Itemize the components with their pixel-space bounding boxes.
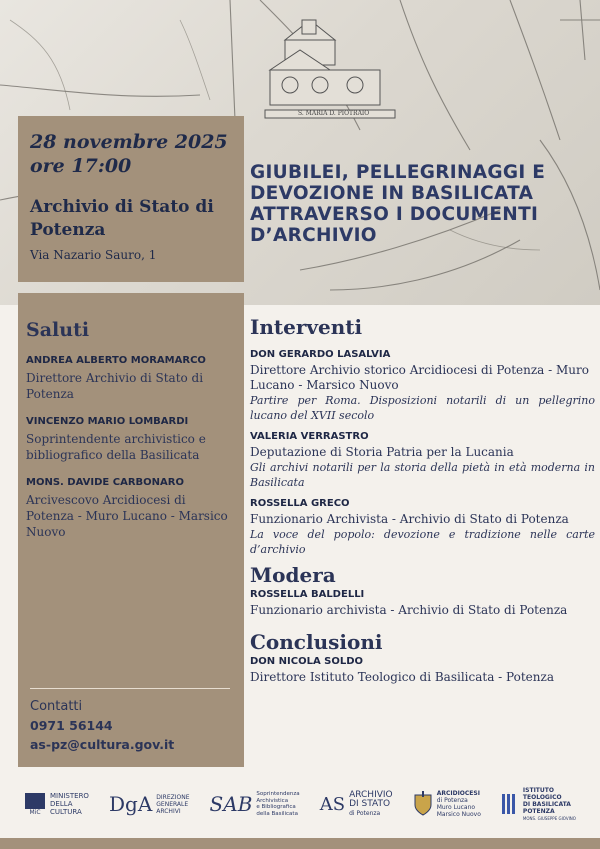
contacts-divider (30, 688, 230, 689)
mic-emblem-icon (24, 792, 46, 816)
person-name: MONS. DAVIDE CARBONARO (26, 477, 184, 488)
event-date: 28 novembre 2025 (30, 131, 228, 153)
saluti-heading: Saluti (26, 319, 90, 341)
speaker-name: ROSSELLA GRECO (250, 498, 350, 509)
logo-text: Muro Lucano (436, 804, 476, 811)
logo-text: e Bibliografica (256, 804, 296, 810)
contact-email[interactable]: as-pz@cultura.gov.it (30, 737, 175, 752)
logo-arcidiocesi (413, 790, 481, 818)
columns-icon (501, 792, 519, 816)
logo-text: Archivistica (256, 797, 289, 804)
contacts-heading: Contatti (30, 699, 83, 714)
logo-text: di Potenza (436, 797, 468, 804)
logo-text: CULTURA (50, 808, 82, 816)
program-column (250, 315, 595, 685)
speaker-role: Deputazione di Storia Patria per la Lucania (250, 445, 514, 459)
partner-logos (0, 775, 600, 833)
speaker-name: VALERIA VERRASTRO (250, 431, 369, 442)
moderator-name: ROSSELLA BALDELLI (250, 589, 365, 600)
contacts-section (30, 699, 174, 752)
conclusion-name: DON NICOLA SOLDO (250, 656, 364, 667)
dga-mark: DgA (108, 792, 153, 816)
person-name: VINCENZO MARIO LOMBARDI (26, 416, 189, 427)
speaker-item (250, 498, 595, 557)
speaker-item (250, 431, 595, 490)
saluti-person (26, 416, 234, 463)
logo-text: TEOLOGICO (522, 793, 562, 801)
map-label: S. MARIA D. PIOTRAIO (298, 110, 370, 117)
logo-text: DIREZIONE (156, 793, 190, 801)
modera-heading: Modera (250, 563, 336, 587)
event-venue: Archivio di Stato di Potenza (30, 197, 214, 240)
logo-text: GENERALE (156, 800, 189, 808)
event-title: GIUBILEI, PELLEGRINAGGI E DEVOZIONE IN BASILICATA ATTRAVERSO I DOCUMENTI D’ARCHIVIO (250, 162, 546, 246)
moderator-item (250, 589, 595, 618)
asp-mark: AS (319, 793, 346, 815)
speaker-talk: Gli archivi notarili per la storia della pietà in età moderna in Basilicata (250, 461, 595, 489)
logo-text: ARCHIVI (156, 807, 181, 815)
logo-text: ISTITUTO (522, 786, 554, 794)
saluti-person (26, 477, 234, 540)
logo-text: DELLA (50, 800, 73, 808)
saluti-column (18, 293, 244, 767)
logo-dga (109, 792, 190, 816)
sab-mark: SAB (209, 792, 253, 816)
logo-soprintendenza (210, 791, 300, 817)
person-role: Arcivescovo Arcidiocesi di Potenza - Muro Lucano - Marsico Nuovo (26, 493, 228, 539)
bottom-bar (0, 838, 600, 849)
saluti-person (26, 355, 234, 402)
person-role: Soprintendente archivistico e bibliografico della Basilicata (26, 432, 206, 462)
logo-text: POTENZA (522, 807, 555, 815)
conclusion-item (250, 656, 595, 685)
svg-text:MiC: MiC (29, 809, 41, 816)
crest-icon (413, 791, 433, 817)
event-address: Via Nazario Sauro, 1 (30, 248, 157, 262)
logo-text: Soprintendenza (256, 791, 300, 797)
logo-archivio-stato (320, 791, 393, 818)
speaker-item (250, 349, 595, 423)
moderator-role: Funzionario archivista - Archivio di Stato di Potenza (250, 603, 568, 617)
speaker-role: Funzionario Archivista - Archivio di Stato di Potenza (250, 512, 569, 526)
logo-ministero-cultura (24, 792, 89, 816)
person-role: Direttore Archivio di Stato di Potenza (26, 371, 204, 401)
contact-phone[interactable]: 0971 56144 (30, 718, 113, 733)
event-info-box (18, 116, 244, 282)
conclusion-role: Direttore Istituto Teologico di Basilicata - Potenza (250, 670, 554, 684)
logo-text: ARCIDIOCESI (436, 790, 480, 797)
logo-text: MINISTERO (50, 792, 89, 800)
logo-istituto-teologico (501, 787, 576, 822)
logo-text: della Basilicata (256, 810, 298, 817)
speaker-role: Direttore Archivio storico Arcidiocesi di Potenza - Muro Lucano - Marsico Nuovo (250, 363, 589, 392)
logo-text: DI STATO (349, 798, 391, 809)
interventi-heading: Interventi (250, 315, 363, 339)
person-name: ANDREA ALBERTO MORAMARCO (26, 355, 206, 366)
speaker-talk: Partire per Roma. Disposizioni notarili di un pellegrino lucano del XVII secolo (250, 394, 595, 422)
logo-text: Marsico Nuovo (436, 811, 481, 818)
speaker-name: DON GERARDO LASALVIA (250, 349, 391, 360)
speaker-talk: La voce del popolo: devozione e tradizione nelle carte d’archivio (250, 528, 595, 556)
logo-text: MONS. GIUSEPPE GIOVINO (522, 815, 576, 821)
logo-text: di Potenza (349, 809, 381, 817)
logo-text: DI BASILICATA (522, 800, 571, 808)
logo-text: ARCHIVIO (349, 789, 393, 800)
conclusioni-heading: Conclusioni (250, 630, 383, 654)
event-time: ore 17:00 (30, 155, 132, 177)
